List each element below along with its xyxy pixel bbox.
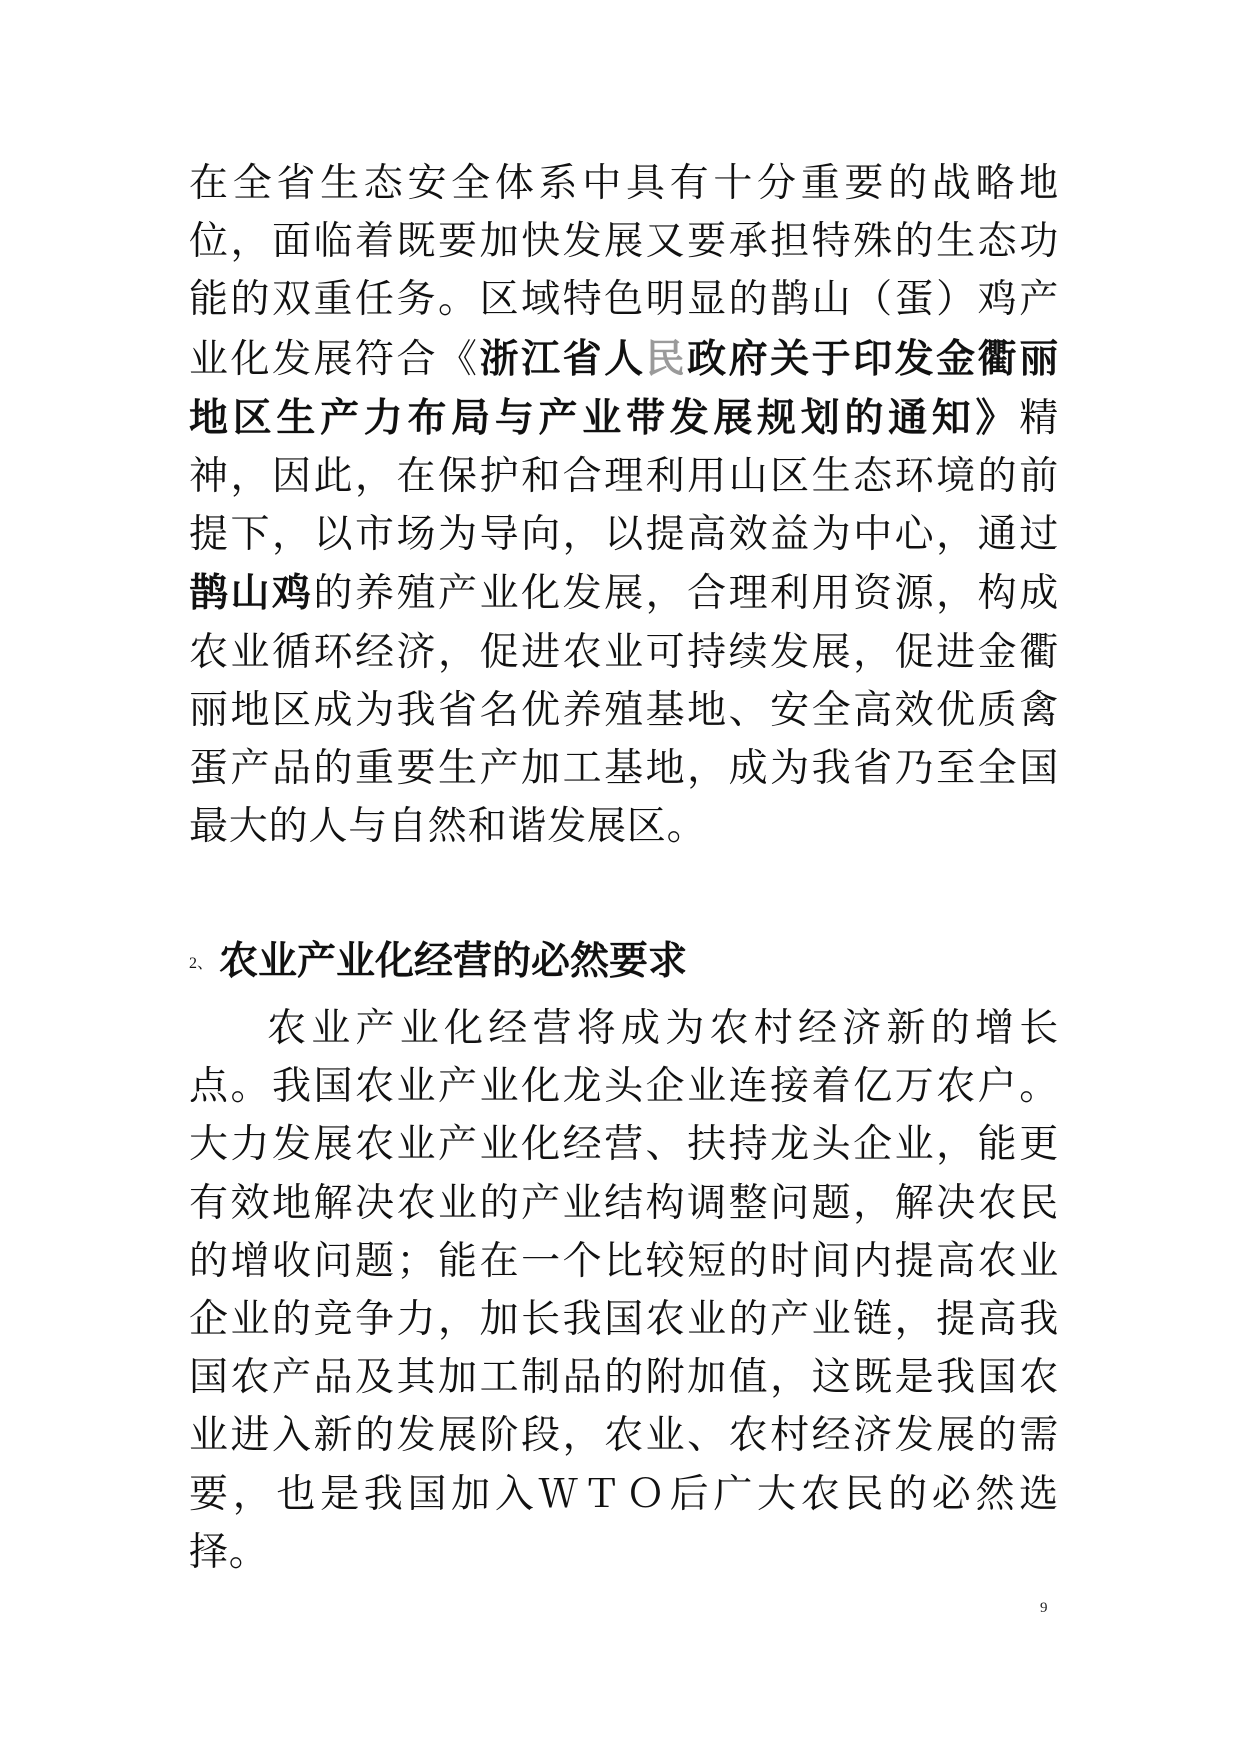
section-heading-2 bbox=[189, 932, 687, 993]
section-number: 2、 bbox=[189, 955, 214, 972]
body-paragraph-2: 农业产业化经营将成为农村经济新的增长点。我国农业产业化龙头企业连接着亿万农户。大力发展农业产业化经营、扶持龙头企业，能更有效地解决农业的产业结构调整问题，解决农民的增收问题；能在一个比较短的时间内提高农业企业的竞争力，加长我国农业的产业链，提高我国农产品及其加工制品的附加值，这既是我国农业进入新的发展阶段，农业、农村经济发展的需要，也是我国加入ＷＴＯ后广大农民的必然选择。 bbox=[189, 1006, 1059, 1575]
section-title: 农业产业化经营的必然要求 bbox=[219, 938, 688, 984]
queshan-chicken-bold: 鹊山鸡 bbox=[189, 570, 314, 617]
paragraph-1-text-a: 在全省生态安全体系中具有十分重要的战略地位，面临着既要加快发展又要承担特殊的生态功能的双重任务。区域特色明显的鹊山（蛋）鸡产业化发展符合《 bbox=[189, 161, 1059, 382]
paragraph-1-text-b: 精神，因此，在保护和合理利用山区生态环境的前提下，以市场为导向，以提高效益为中心，通过 bbox=[189, 395, 1059, 558]
page-number: 9 bbox=[1040, 1600, 1048, 1616]
document-title-reference-a: 浙江省人 bbox=[479, 335, 646, 382]
document-title-reference-faded-char: 民 bbox=[645, 335, 688, 382]
body-paragraph-1 bbox=[189, 155, 1059, 856]
paragraph-1-text-c: 的养殖产业化发展，合理利用资源，构成农业循环经济，促进农业可持续发展，促进金衢丽地区成为我省名优养殖基地、安全高效优质禽蛋产品的重要生产加工基地，成为我省乃至全国最大的人与自然和谐发展区。 bbox=[189, 571, 1059, 850]
document-title-reference-b: 政府关于印发金衢丽地区生产力布局与产业带发展规划的通知》 bbox=[189, 335, 1059, 441]
